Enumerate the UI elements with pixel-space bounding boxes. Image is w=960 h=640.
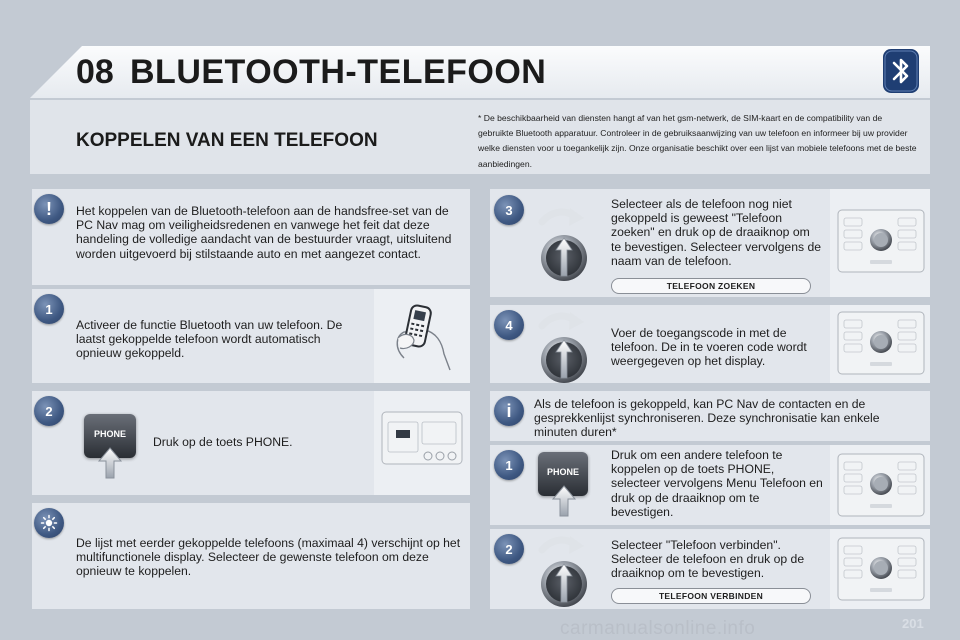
control-panel-icon <box>836 310 926 376</box>
footnote: * De beschikbaarheid van diensten hangt af van het gsm-netwerk, de SIM-kaart en de compatibility van de gebruikte Bluetooth apparatuur. Controleer in de gebruiksaanwijzing van uw telefoon en informeer bij uw provider welke diensten voor u toegankelijk zijn. Onze organisatie beschikt over een lijst van mobiele telefoons met de beste aanbiedingen. <box>478 113 917 169</box>
rotary-knob-icon <box>530 528 600 610</box>
step-1-text: Activeer de functie Bluetooth van uw telefoon. De laatst gekoppelde telefoon wordt automatisch opnieuw gekoppeld. <box>76 318 343 361</box>
other-step-1-text: Druk om een andere telefoon te koppelen op de toets PHONE, selecteer vervolgens Menu Telefoon en druk op de draaiknop om te bevestigen. <box>611 448 823 519</box>
watermark: carmanualsonline.info <box>560 618 756 639</box>
telefoon-zoeken-menu-item: TELEFOON ZOEKEN <box>611 278 811 294</box>
control-panel-icon <box>836 536 926 602</box>
chapter-number: 08 <box>76 53 114 91</box>
section-title: KOPPELEN VAN EEN TELEFOON <box>76 130 378 151</box>
phone-in-hand-icon <box>384 298 464 374</box>
step-2-badge: 2 <box>34 396 64 426</box>
press-arrow-icon <box>94 446 126 480</box>
tip-badge <box>34 508 64 538</box>
tip-text: De lijst met eerder gekoppelde telefoons (maximaal 4) verschijnt op het multifunctionele display. Selecteer de gewenste telefoon om deze opnieuw te koppelen. <box>76 536 461 579</box>
other-step-2-text: Selecteer "Telefoon verbinden". Selecteer de telefoon en druk op de draaiknop om te bevestigen. <box>611 538 805 581</box>
sun-icon <box>40 514 58 532</box>
rotary-knob-icon <box>530 200 600 284</box>
step-2-text: Druk op de toets PHONE. <box>153 435 293 449</box>
step-3-badge: 3 <box>494 195 524 225</box>
info-text: Als de telefoon is gekoppeld, kan PC Nav de contacten en de gesprekkenlijst synchroniseren. Deze synchronisatie kan enkele minuten duren* <box>534 397 880 440</box>
warning-badge: ! <box>34 194 64 224</box>
rotary-knob-icon <box>530 304 600 386</box>
step-3-text: Selecteer als de telefoon nog niet gekoppeld is geweest "Telefoon zoeken" en druk op de draaiknop om te bevestigen. Selecteer vervolgens de naam van de telefoon. <box>611 197 822 268</box>
control-panel-icon <box>836 452 926 518</box>
bluetooth-icon <box>882 48 920 94</box>
step-4-text: Voer de toegangscode in met de telefoon. De in te voeren code wordt weergegeven op het display. <box>611 326 807 369</box>
press-arrow-icon <box>548 484 580 518</box>
step-1-badge: 1 <box>34 294 64 324</box>
phone-key-label: PHONE <box>93 429 126 439</box>
warning-text: Het koppelen van de Bluetooth-telefoon aan de handsfree-set van de PC Nav mag om veiligheidsredenen en vanwege het feit dat deze handeling de volledige aandacht van de bestuurder vraagt, uitsluitend worden uitgevoerd bij stilstaande auto en met aangezet contact. <box>76 204 452 261</box>
header-corner <box>30 46 82 98</box>
other-step-2-badge: 2 <box>494 534 524 564</box>
page-title: BLUETOOTH-TELEFOON <box>130 53 547 91</box>
page-number: 201 <box>902 616 924 631</box>
info-badge: i <box>494 396 524 426</box>
radio-unit-icon <box>380 408 464 468</box>
step-4-badge: 4 <box>494 310 524 340</box>
control-panel-icon <box>836 208 926 274</box>
telefoon-verbinden-menu-item: TELEFOON VERBINDEN <box>611 588 811 604</box>
phone-key-label: PHONE <box>546 467 579 477</box>
other-step-1-badge: 1 <box>494 450 524 480</box>
